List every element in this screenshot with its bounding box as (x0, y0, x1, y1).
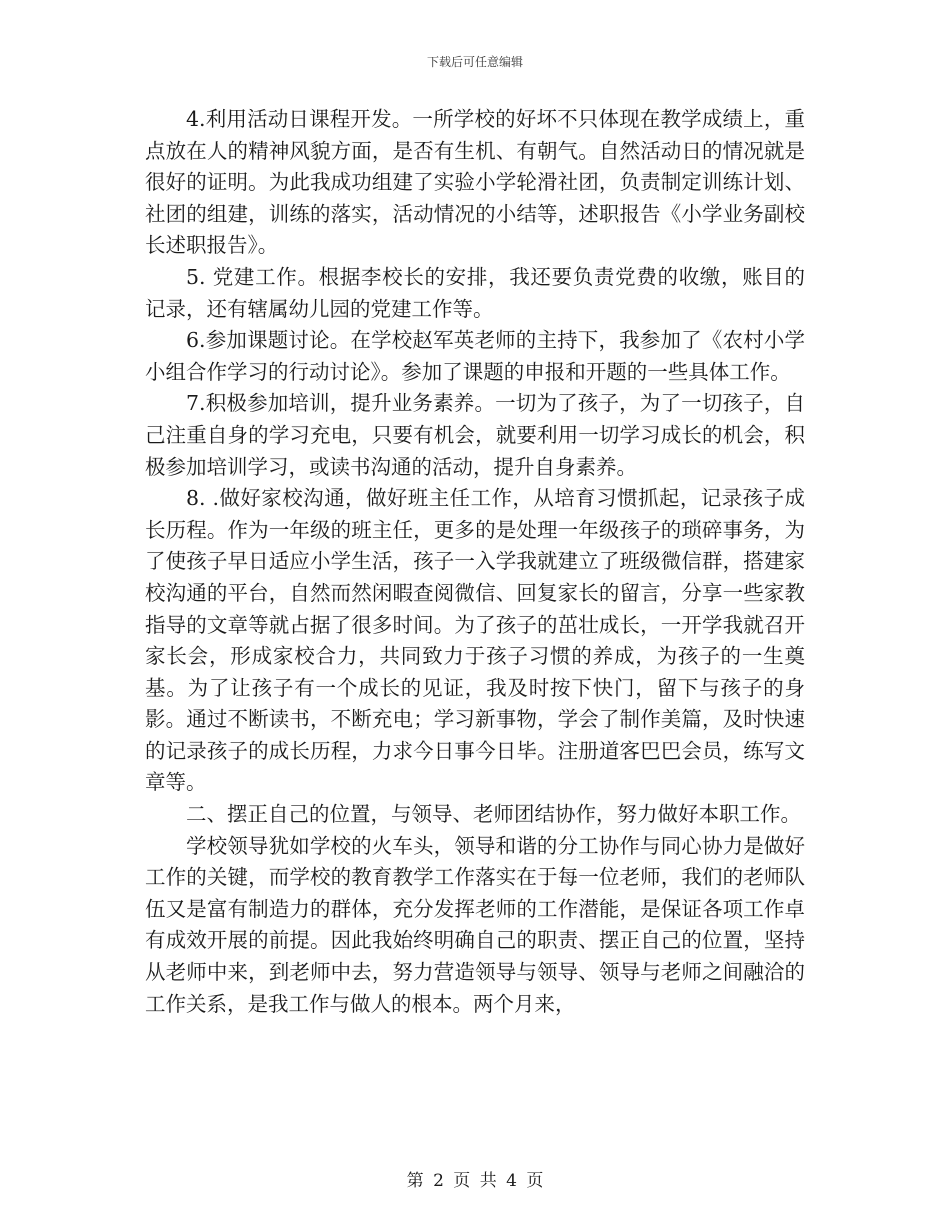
document-body (145, 104, 805, 1020)
paragraph-item-6: 6.参加课题讨论。在学校赵军英老师的主持下，我参加了《农村小学小组合作学习的行动讨论》。参加了课题的申报和开题的一些具体工作。 (145, 328, 805, 384)
page-header: 下载后可任意编辑 (426, 55, 523, 69)
paragraph-item-7: 7.积极参加培训，提升业务素养。一切为了孩子，为了一切孩子，自己注重自身的学习充电，只要有机会，就要利用一切学习成长的机会，积极参加培训学习，或读书沟通的活动，提升自身素养。 (145, 391, 805, 479)
section-heading-2: 二、摆正自己的位置，与领导、老师团结协作，努力做好本职工作。 (186, 802, 801, 827)
paragraph-item-5: 5. 党建工作。根据李校长的安排，我还要负责党费的收缴，账目的记录，还有辖属幼儿园的党建工作等。 (145, 264, 805, 321)
paragraph-item-4: 4.利用活动日课程开发。一所学校的好坏不只体现在教学成绩上，重点放在人的精神风貌方面，是否有生机、有朝气。自然活动日的情况就是很好的证明。为此我成功组建了实验小学轮滑社团，负责制定训练计划、社团的组建，训练的落实，活动情况的小结等，述职报告《小学业务副校长述职报告》。 (145, 107, 805, 258)
paragraph-leadership: 学校领导犹如学校的火车头，领导和谐的分工协作与同心协力是做好工作的关键，而学校的教育教学工作落实在于每一位老师，我们的老师队伍又是富有制造力的群体，充分发挥老师的工作潜能，是保证各项工作卓有成效开展的前提。因此我始终明确自己的职责、摆正自己的位置，坚持从老师中来，到老师中去，努力营造领导与领导、领导与老师之间融洽的工作关系，是我工作与做人的根本。两个月来， (145, 833, 805, 1016)
paragraph-item-8: 8. .做好家校沟通，做好班主任工作，从培育习惯抓起，记录孩子成长历程。作为一年级的班主任，更多的是处理一年级孩子的琐碎事务，为了使孩子早日适应小学生活，孩子一入学我就建立了班级微信群，搭建家校沟通的平台，自然而然闲暇查阅微信、回复家长的留言，分享一些家教指导的文章等就占据了很多时间。为了孩子的茁壮成长，一开学我就召开家长会，形成家校合力，共同致力于孩子习惯的养成，为孩子的一生奠基。为了让孩子有一个成长的见证，我及时按下快门，留下与孩子的身影。通过不断读书，不断充电；学习新事物，学会了制作美篇，及时快速的记录孩子的成长历程，力求今日事今日毕。注册道客巴巴会员，练写文章等。 (145, 486, 805, 795)
page-number: 第 2 页 共 4 页 (406, 1171, 544, 1191)
